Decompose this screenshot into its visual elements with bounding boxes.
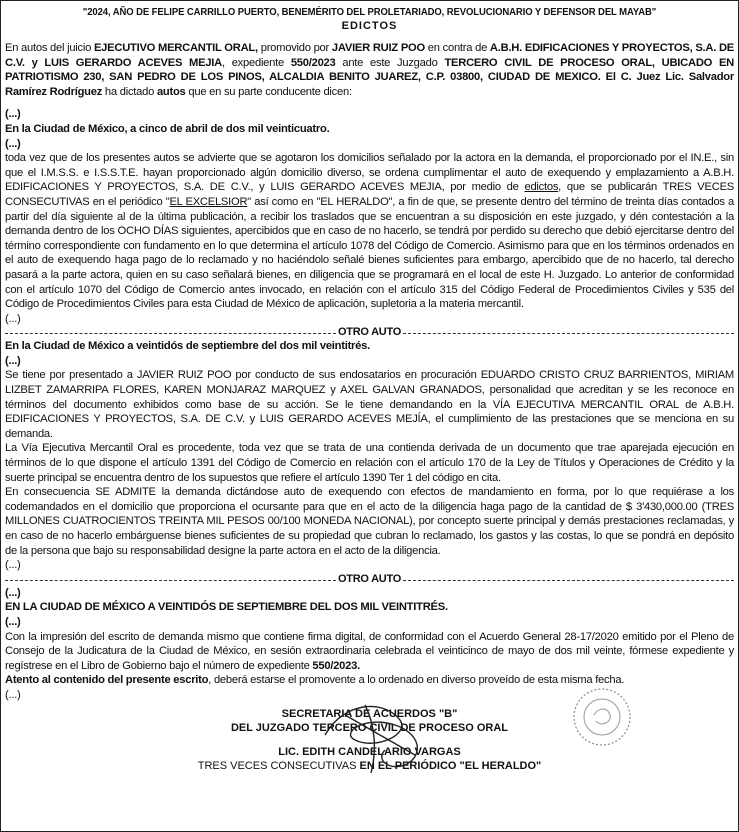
separator-otro-auto-1: OTRO AUTO	[5, 326, 734, 339]
intro-paragraph: En autos del juicio EJECUTIVO MERCANTIL ORAL, promovido por JAVIER RUIZ POO en contra de A.B.H. EDIFICACIONES Y PROYECTOS, S.A. DE C.V. y LUIS GERARDO ACEVES MEJIA, expediente 550/2023 ante este Juzgado TERCERO CIVIL DE PROCESO ORAL, UBICADO EN PATRIOTISMO 230, SAN PEDRO DE LOS PINOS, ALCALDIA BENITO JUAREZ, C.P. 03800, CIUDAD DE MEXICO. El C. Juez Lic. Salvador Ramírez Rodríguez ha dictado autos que en su parte conducente dicen:	[5, 42, 735, 98]
auto3-ellipsis-close: (...)	[5, 688, 21, 701]
auto1-ellipsis-2: (...)	[5, 137, 21, 150]
header-motto: "2024, AÑO DE FELIPE CARRILLO PUERTO, BENEMÉRITO DEL PROLETARIADO, REVOLUCIONARIO Y DEFENSOR DEL MAYAB"	[82, 7, 657, 18]
auto2-paragraph-1: Se tiene por presentado a JAVIER RUIZ POO por conducto de sus endosatarios en procuración EDUARDO CRISTO CRUZ BARRIENTOS, MIRIAM LIZBET ZAMARRIPA FLORES, KAREN MONJARAZ MARQUEZ y AXEL GALVAN GRANADOS, personalidad que acreditan y se les reconoce en términos del documento exhibidos como base de su acción. Se le tiene demandando en la VÍA EJECUTIVA MERCANTIL ORAL de A.B.H. EDIFICACIONES Y PROYECTOS, S.A. DE C.V. y LUIS GERARDO ACEVES MEJÍA, el cumplimiento de las prestaciones que se menciona en su demanda.	[5, 369, 734, 440]
auto3-date: EN LA CIUDAD DE MÉXICO A VEINTIDÓS DE SEPTIEMBRE DEL DOS MIL VEINTITRÉS.	[5, 601, 448, 614]
court-seal-icon	[570, 685, 634, 749]
auto3-ellipsis-2: (...)	[5, 615, 21, 628]
auto2-paragraph-2: La Vía Ejecutiva Mercantil Oral es procedente, toda vez que se trata de una contienda derivada de un documento que trae aparejada ejecución en términos de lo que dispone el artículo 1391 del Código de Comercio en relación con el artículo 170 de la Ley de Títulos y Operaciones de Crédito y la suerte principal se encuentra dentro de los supuestos que refiere el artículo 1390 Ter 1 del código en cita.	[5, 442, 734, 484]
signature-block	[5, 707, 734, 773]
handwritten-signature-icon	[305, 695, 455, 775]
publication-note: TRES VECES CONSECUTIVAS EN EL PERIÓDICO "EL HERALDO"	[197, 759, 542, 772]
document-body	[5, 41, 734, 703]
auto1-paragraph: toda vez que de los presentes autos se advierte que se agotaron los domicilios señalado por la actora en la demanda, el proporcionado por el IN.E., sin que el I.M.S.S. e I.S.S.T.E. hayan proporcionado algún domicilio diverso, se ordena cumplimentar el auto de exequendo y emplazamiento a A.B.H. EDIFICACIONES Y PROYECTOS, S.A. DE C.V., y LUIS GERARDO ACEVES MEJIA, por medio de edictos, que se publicarán TRES VECES CONSECUTIVAS en el periódico "EL EXCELSIOR" así como en "EL HERALDO", a fin de que, se presente dentro del término de treinta días contados a partir del día siguiente al de la última publicación, a recibir los traslados que se encuentran a su disposición en este juzgado, y dén contestación a la demanda dentro de los OCHO DÍAS siguientes, apercibidos que en caso de no hacerlo, se tendrá por perdido su derecho que debió ejercitarse dentro del término correspondiente con fundamento en lo que determina el artículo 1078 del Código de Comercio. Asimismo para que en los términos ordenados en el auto de exequendo haga pago de lo reclamado y no haciéndolo señalé bienes suficientes para embargo, apercibido que de no hacerlo, tal derecho pasará a la parte actora, quien en su caso señalará bienes, en diligencia que se programará en el local de este H. Juzgado. Lo anterior de conformidad con el artículo 1070 del Código de Comercio antes invocado, en relación con el artículo 315 del Código Federal de Procedimientos Civiles y 535 del Código de Procedimientos Civiles para esta Ciudad de México de aplicación, supletoria a la materia mercantil.	[5, 152, 734, 311]
auto1-ellipsis-open: (...)	[5, 108, 21, 121]
auto2-ellipsis-open: (...)	[5, 354, 21, 367]
auto1-date: En la Ciudad de México, a cinco de abril de dos mil veinticuatro.	[5, 122, 330, 135]
separator-otro-auto-2: OTRO AUTO	[5, 573, 734, 586]
auto2-date: En la Ciudad de México a veintidós de septiembre del dos mil veintitrés.	[5, 340, 370, 353]
auto3-paragraph-2: Atento al contenido del presente escrito, deberá estarse el promovente a lo ordenado en diverso proveído de esta misma fecha.	[5, 674, 625, 687]
auto1-ellipsis-close: (...)	[5, 312, 21, 325]
signature-title: SECRETARIA DE ACUERDOS "B"	[281, 707, 458, 720]
page-title: EDICTOS	[341, 20, 398, 32]
auto2-ellipsis-close: (...)	[5, 559, 21, 572]
auto2-paragraph-3: En consecuencia SE ADMITE la demanda dictándose auto de exequendo con efectos de mandamiento en forma, por lo que requiérase a los codemandados en el domicilio que proporciona el ocursante para que en el acto de la diligencia haga pago de la cantidad de $ 3'430,000.00 (TRES MILLONES CUATROCIENTOS TREINTA MIL PESOS 00/100 MONEDA NACIONAL), por concepto suerte principal y demás prestaciones reclamadas, y en caso de no hacerlo embárguense bienes suficientes de su propiedad que cubran lo reclamado, los gastos y las costas, lo que se pondrá en depósito de la persona que bajo su responsabilidad designe la parte actora en el acto de la diligencia.	[5, 486, 734, 557]
signature-court: DEL JUZGADO TERCERO CIVIL DE PROCESO ORAL	[230, 721, 509, 734]
signature-name: LIC. EDITH CANDELARIO VARGAS	[278, 745, 461, 758]
auto3-paragraph: Con la impresión del escrito de demanda mismo que contiene firma digital, de conformidad con el Acuerdo General 28-17/2020 emitido por el Pleno de Consejo de la Judicatura de la Ciudad de México, en sesión extraordinaria celebrada el veinticinco de mayo de dos mil veinte, fórmese expediente y regístrese en el Libro de Gobierno bajo el número de expediente 550/2023.	[5, 630, 734, 672]
auto3-ellipsis-open: (...)	[5, 586, 21, 599]
